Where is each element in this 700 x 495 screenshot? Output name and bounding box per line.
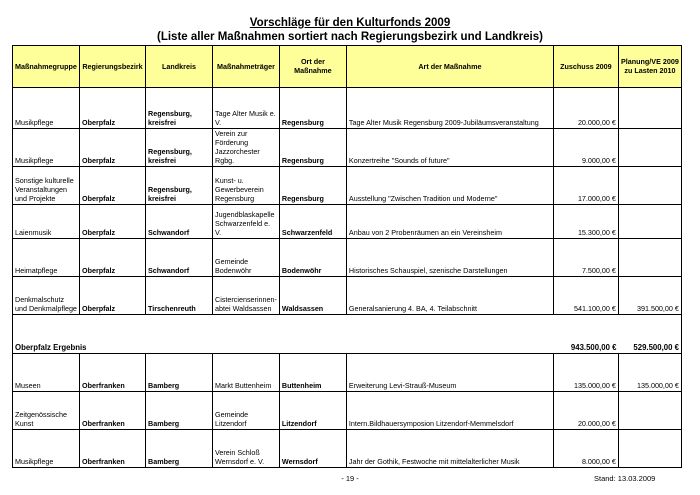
cell-gruppe: Denkmalschutz und Denkmalpflege (13, 277, 80, 315)
cell-bezirk: Oberpfalz (80, 88, 146, 129)
table-row (13, 239, 682, 277)
cell-landkreis: Bamberg (146, 392, 213, 430)
cell-planung (618, 167, 681, 205)
cell-art: Intern.Bildhauersymposion Litzendorf-Memmelsdorf (346, 392, 553, 430)
cell-zuschuss: 135.000,00 € (553, 354, 618, 392)
cell-landkreis: Bamberg (146, 354, 213, 392)
table-row (13, 392, 682, 430)
table-row (13, 277, 682, 315)
cell-bezirk: Oberpfalz (80, 205, 146, 239)
cell-ort: Bodenwöhr (279, 239, 346, 277)
cell-traeger: Gemeinde Bodenwöhr (213, 239, 280, 277)
cell-planung (618, 392, 681, 430)
cell-ort: Regensburg (279, 129, 346, 167)
cell-zuschuss: 20.000,00 € (553, 88, 618, 129)
cell-gruppe: Musikpflege (13, 88, 80, 129)
cell-ort: Schwarzenfeld (279, 205, 346, 239)
cell-zuschuss: 7.500,00 € (553, 239, 618, 277)
cell-landkreis: Regensburg, kreisfrei (146, 88, 213, 129)
table-row (13, 129, 682, 167)
cell-landkreis: Schwandorf (146, 205, 213, 239)
cell-ort: Wernsdorf (279, 430, 346, 468)
cell-bezirk: Oberfranken (80, 354, 146, 392)
header-landkreis: Landkreis (146, 46, 213, 88)
cell-art: Generalsanierung 4. BA, 4. Teilabschnitt (346, 277, 553, 315)
cell-traeger: Verein Schloß Wernsdorf e. V. (213, 430, 280, 468)
cell-gruppe: Zeitgenössische Kunst (13, 392, 80, 430)
cell-bezirk: Oberfranken (80, 430, 146, 468)
header-art: Art der Maßnahme (346, 46, 553, 88)
cell-traeger: Tage Alter Musik e. V. (213, 88, 280, 129)
cell-planung: 135.000,00 € (618, 354, 681, 392)
cell-landkreis: Tirschenreuth (146, 277, 213, 315)
cell-zuschuss: 15.300,00 € (553, 205, 618, 239)
cell-planung (618, 430, 681, 468)
cell-traeger: Gemeinde Litzendorf (213, 392, 280, 430)
cell-landkreis: Bamberg (146, 430, 213, 468)
cell-planung (618, 88, 681, 129)
cell-traeger: Markt Buttenheim (213, 354, 280, 392)
cell-gruppe: Heimatpflege (13, 239, 80, 277)
page-number: - 19 - (341, 474, 359, 483)
summary-zuschuss: 943.500,00 € (553, 315, 618, 354)
summary-planung: 529.500,00 € (618, 315, 681, 354)
cell-gruppe: Sonstige kulturelle Veranstaltungen und Projekte (13, 167, 80, 205)
cell-bezirk: Oberpfalz (80, 167, 146, 205)
cell-traeger: Cistercienserinnen-abtei Waldsassen (213, 277, 280, 315)
table-row (13, 430, 682, 468)
cell-ort: Waldsassen (279, 277, 346, 315)
document-subtitle: (Liste aller Maßnahmen sortiert nach Regierungsbezirk und Landkreis) (157, 31, 543, 43)
cell-art: Tage Alter Musik Regensburg 2009-Jubiläumsveranstaltung (346, 88, 553, 129)
cell-gruppe: Musikpflege (13, 129, 80, 167)
cell-planung (618, 205, 681, 239)
table-row (13, 354, 682, 392)
cell-gruppe: Laienmusik (13, 205, 80, 239)
cell-art: Anbau von 2 Probenräumen an ein Vereinsheim (346, 205, 553, 239)
measures-table (12, 45, 682, 468)
cell-zuschuss: 20.000,00 € (553, 392, 618, 430)
cell-art: Ausstellung "Zwischen Tradition und Moderne" (346, 167, 553, 205)
cell-art: Erweiterung Levi-Strauß-Museum (346, 354, 553, 392)
cell-bezirk: Oberfranken (80, 392, 146, 430)
stand-date: Stand: 13.03.2009 (594, 474, 656, 483)
header-ort: Ort der Maßnahme (279, 46, 346, 88)
cell-art: Jahr der Gothik, Festwoche mit mittelalterlicher Musik (346, 430, 553, 468)
cell-planung (618, 129, 681, 167)
header-regierungsbezirk: Regierungsbezirk (80, 46, 146, 88)
summary-row (13, 315, 682, 354)
table-row (13, 167, 682, 205)
cell-landkreis: Regensburg, kreisfrei (146, 129, 213, 167)
cell-ort: Litzendorf (279, 392, 346, 430)
table-row (13, 88, 682, 129)
header-zuschuss: Zuschuss 2009 (553, 46, 618, 88)
cell-traeger: Kunst- u. Gewerbeverein Regensburg (213, 167, 280, 205)
cell-gruppe: Musikpflege (13, 430, 80, 468)
cell-landkreis: Regensburg, kreisfrei (146, 167, 213, 205)
summary-label: Oberpfalz Ergebnis (13, 315, 554, 354)
cell-zuschuss: 8.000,00 € (553, 430, 618, 468)
cell-bezirk: Oberpfalz (80, 239, 146, 277)
cell-ort: Buttenheim (279, 354, 346, 392)
cell-ort: Regensburg (279, 167, 346, 205)
cell-traeger: Jugendblaskapelle Schwarzenfeld e. V. (213, 205, 280, 239)
table-row (13, 205, 682, 239)
header-massnahmetraeger: Maßnahmeträger (213, 46, 280, 88)
cell-ort: Regensburg (279, 88, 346, 129)
cell-zuschuss: 541.100,00 € (553, 277, 618, 315)
cell-bezirk: Oberpfalz (80, 277, 146, 315)
cell-landkreis: Schwandorf (146, 239, 213, 277)
header-massnahmegruppe: Maßnahmegruppe (13, 46, 80, 88)
cell-planung: 391.500,00 € (618, 277, 681, 315)
document-title: Vorschläge für den Kulturfonds 2009 (249, 17, 451, 29)
cell-zuschuss: 17.000,00 € (553, 167, 618, 205)
header-planung: Planung/VE 2009 zu Lasten 2010 (618, 46, 681, 88)
header-row (13, 46, 682, 88)
cell-traeger: Verein zur Förderung Jazzorchester Rgbg. (213, 129, 280, 167)
cell-bezirk: Oberpfalz (80, 129, 146, 167)
cell-planung (618, 239, 681, 277)
cell-art: Historisches Schauspiel, szenische Darstellungen (346, 239, 553, 277)
cell-art: Konzertreihe "Sounds of future" (346, 129, 553, 167)
cell-zuschuss: 9.000,00 € (553, 129, 618, 167)
cell-gruppe: Museen (13, 354, 80, 392)
